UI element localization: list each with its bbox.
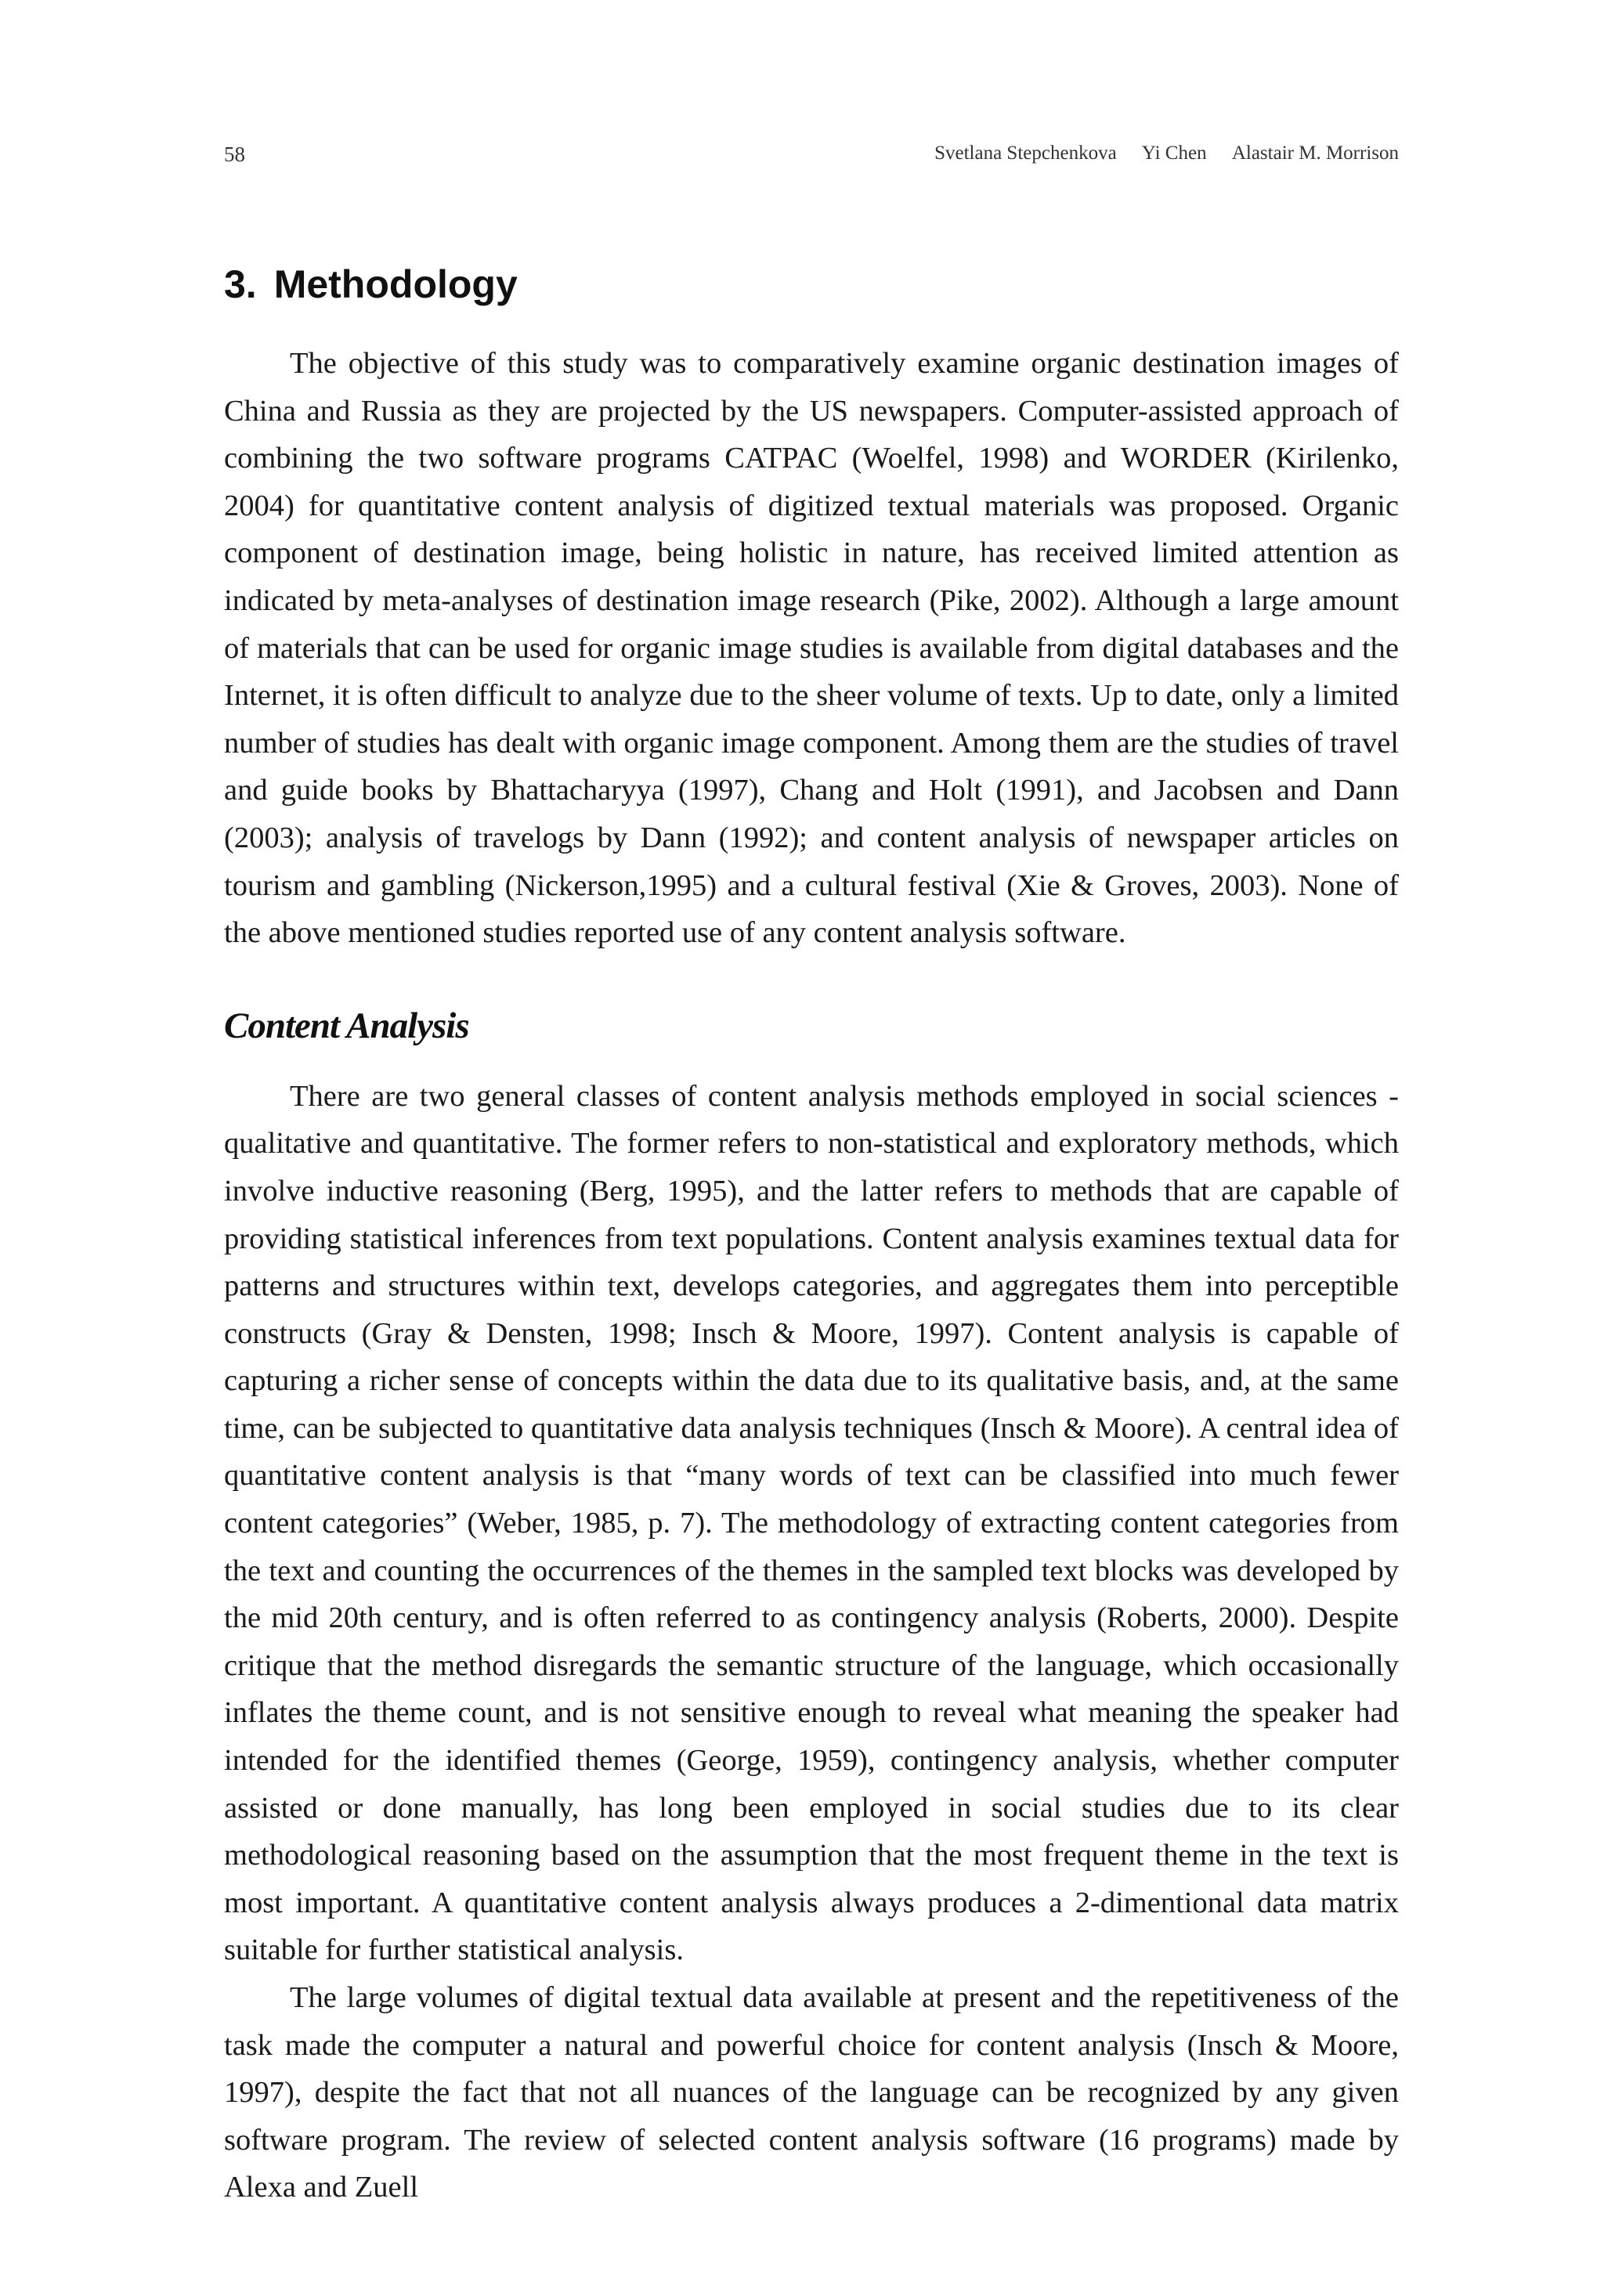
section-number: 3. [224,262,257,306]
body-paragraph: The objective of this study was to comparatively examine organic destination images of China and Russia as they are projected by the US newspapers. Computer-assisted approach of combining the two software programs CATPAC (Woelfel, 1998) and WORDER (Kirilenko, 2004) for quantitative content analysis of digitized textual materials was proposed. Organic component of destination image, being holistic in nature, has received limited attention as indicated by meta-analyses of destination image research (Pike, 2002). Although a large amount of materials that can be used for organic image studies is available from digital databases and the Internet, it is often difficult to analyze due to the sheer volume of texts. Up to date, only a limited number of studies has dealt with organic image component. Among them are the studies of travel and guide books by Bhattacharyya (1997), Chang and Holt (1991), and Jacobsen and Dann (2003); analysis of travelogs by Dann (1992); and content analysis of newspaper articles on tourism and gambling (Nickerson,1995) and a cultural festival (Xie & Groves, 2003). None of the above mentioned studies reported use of any content analysis software. [224,347,1399,950]
section-heading [224,258,1399,310]
main-content [224,258,1399,2211]
body-paragraph: There are two general classes of content analysis methods employed in social sciences - qualitative and quantitative. The former refers to non-statistical and exploratory methods, which involve inductive reasoning (Berg, 1995), and the latter refers to methods that are capable of providing statistical inferences from text populations. Content analysis examines textual data for patterns and structures within text, develops categories, and aggregates them into perceptible constructs (Gray & Densten, 1998; Insch & Moore, 1997). Content analysis is capable of capturing a richer sense of concepts within the data due to its qualitative basis, and, at the same time, can be subjected to quantitative data analysis techniques (Insch & Moore). A central idea of quantitative content analysis is that “many words of text can be classified into much fewer content categories” (Weber, 1985, p. 7). The methodology of extracting content categories from the text and counting the occurrences of the themes in the sampled text blocks was developed by the mid 20th century, and is often referred to as contingency analysis (Roberts, 2000). Despite critique that the method disregards the semantic structure of the language, which occasionally inflates the theme count, and is not sensitive enough to reveal what meaning the speaker had intended for the identified themes (George, 1959), contingency analysis, whether computer assisted or done manually, has long been employed in social studies due to its clear methodological reasoning based on the assumption that the most frequent theme in the text is most important. A quantitative content analysis always produces a 2-dimentional data matrix suitable for further statistical analysis. [224,1079,1399,1967]
running-head [224,143,1399,174]
author-name: Alastair M. Morrison [1231,143,1399,164]
page-number: 58 [224,143,245,166]
section-title: Methodology [273,262,518,306]
author-name: Yi Chen [1141,143,1207,164]
subsection-heading: Content Analysis [224,1005,469,1046]
running-head-authors [914,143,1399,164]
author-name: Svetlana Stepchenkova [934,143,1117,164]
body-paragraph: The large volumes of digital textual data available at present and the repetitiveness of the task made the computer a natural and powerful choice for content analysis (Insch & Moore, 1997), despite the fact that not all nuances of the language can be recognized by any given software program. The review of selected content analysis software (16 programs) made by Alexa and Zuell [224,1981,1399,2204]
